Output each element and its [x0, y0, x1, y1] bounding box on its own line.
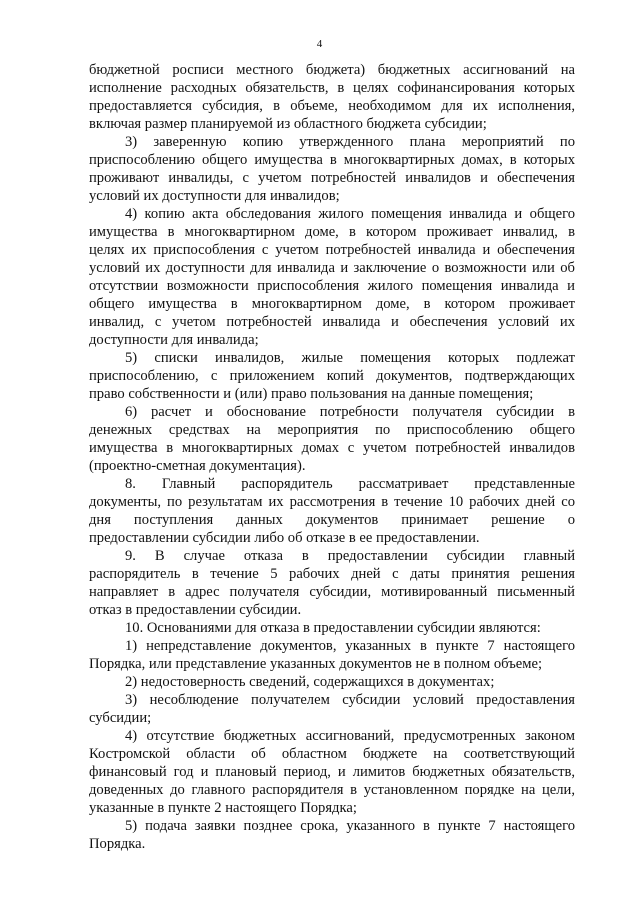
paragraph-line: 3) заверенную копию утвержденного плана мероприятий по	[125, 134, 575, 150]
paragraph-line: 9. В случае отказа в предоставлении субсидии главный	[125, 548, 575, 564]
paragraph-line: имущества в многоквартирных домах с учетом потребностей инвалидов	[89, 440, 575, 456]
paragraph-line: Костромской области об областном бюджете на соответствующий	[89, 746, 575, 762]
paragraph-line: субсидии;	[89, 710, 152, 726]
paragraph-line: 4) отсутствие бюджетных ассигнований, предусмотренных законом	[125, 728, 575, 744]
paragraph-line: отказ в предоставлении субсидии.	[89, 602, 302, 618]
paragraph-line: общего имущества в многоквартирном доме, в котором проживает	[89, 296, 575, 312]
paragraph-line: 5) подача заявки позднее срока, указанного в пункте 7 настоящего	[125, 818, 575, 834]
paragraph-line: 2) недостоверность сведений, содержащихся в документах;	[125, 674, 495, 690]
paragraph-line: распорядитель в течение 5 рабочих дней с даты принятия решения	[89, 566, 575, 582]
paragraph-line: приспособлению, с приложением копий документов, подтверждающих	[89, 368, 575, 384]
paragraph-line: 6) расчет и обоснование потребности получателя субсидии в	[125, 404, 575, 420]
paragraph-line: инвалид, с учетом потребностей инвалида и обеспечения условий их	[89, 314, 575, 330]
paragraph-line: доступности для инвалида;	[89, 332, 259, 348]
paragraph-line: условий их доступности для инвалидов;	[89, 188, 340, 204]
paragraph-line: право собственности и (или) право пользования на данные помещения;	[89, 386, 534, 402]
page-number: 4	[316, 38, 323, 50]
paragraph-line: 10. Основаниями для отказа в предоставлении субсидии являются:	[125, 620, 541, 636]
paragraph-line: предоставляется субсидия, в объеме, необходимом для их исполнения,	[89, 98, 575, 114]
paragraph-line: целях их приспособления с учетом потребностей инвалида и обеспечения	[89, 242, 575, 258]
paragraph-line: исполнение расходных обязательств, в целях софинансирования которых	[89, 80, 575, 96]
paragraph-line: отсутствии возможности приспособления жилого помещения инвалида и	[89, 278, 575, 294]
paragraph-line: 8. Главный распорядитель рассматривает представленные	[125, 476, 575, 492]
paragraph-line: 1) непредставление документов, указанных в пункте 7 настоящего	[125, 638, 575, 654]
paragraph-line: Порядка, или представление указанных документов не в полном объеме;	[89, 656, 543, 672]
paragraph-line: дня поступления данных документов принимает решение о	[89, 512, 575, 528]
paragraph-line: бюджетной росписи местного бюджета) бюджетных ассигнований на	[89, 62, 575, 78]
paragraph-line: направляет в адрес получателя субсидии, мотивированный письменный	[89, 584, 575, 600]
paragraph-line: 5) списки инвалидов, жилые помещения которых подлежат	[125, 350, 575, 366]
paragraph-line: включая размер планируемой из областного бюджета субсидии;	[89, 116, 487, 132]
paragraph-line: указанные в пункте 2 настоящего Порядка;	[89, 800, 357, 816]
paragraph-line: Порядка.	[89, 836, 146, 852]
paragraph-line: доведенных до главного распорядителя в установленном порядке на цели,	[89, 782, 575, 798]
paragraph-line: приспособлению общего имущества в многоквартирных домах, в которых	[89, 152, 575, 168]
paragraph-line: имущества в многоквартирном доме, в котором проживает инвалид, в	[89, 224, 575, 240]
paragraph-line: условий их доступности для инвалида и заключение о возможности или об	[89, 260, 575, 276]
paragraph-line: документы, по результатам их рассмотрения в течение 10 рабочих дней со	[89, 494, 575, 510]
paragraph-line: (проектно-сметная документация).	[89, 458, 306, 474]
paragraph-line: 3) несоблюдение получателем субсидии условий предоставления	[125, 692, 575, 708]
paragraph-line: проживают инвалиды, с учетом потребностей инвалидов и обеспечения	[89, 170, 575, 186]
paragraph-line: 4) копию акта обследования жилого помещения инвалида и общего	[125, 206, 575, 222]
paragraph-line: финансовый год и плановый период, и лимитов бюджетных обязательств,	[89, 764, 575, 780]
paragraph-line: предоставлении субсидии либо об отказе в ее предоставлении.	[89, 530, 480, 546]
paragraph-line: денежных средствах на мероприятия по приспособлению общего	[89, 422, 575, 438]
